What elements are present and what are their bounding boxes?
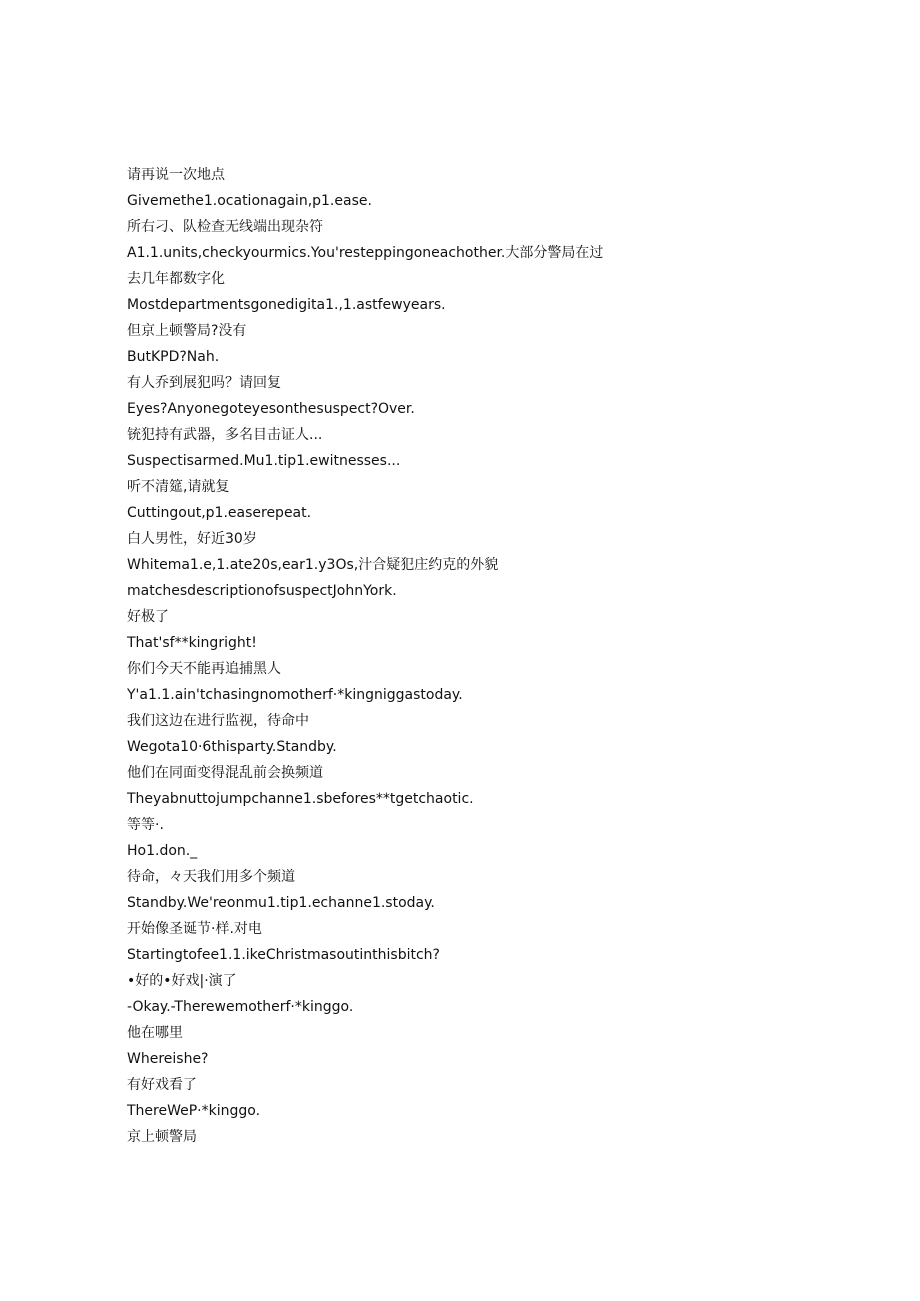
text-line: -Okay.-Therewemotherf·*kinggo.	[127, 999, 354, 1015]
text-line: 所右刁、队检查无线端出现杂符	[127, 219, 323, 235]
text-line: 请再说一次地点	[127, 167, 225, 183]
text-line: Givemethe1.ocationagain,p1.ease.	[127, 193, 372, 209]
text-line: Y'a1.1.ain'tchasingnomotherf·*kingniggastoday.	[127, 687, 463, 703]
text-line: Theyabnuttojumpchanne1.sbefores**tgetchaotic.	[127, 791, 474, 807]
text-line: matchesdescriptionofsuspectJohnYork.	[127, 583, 397, 599]
text-line: A1.1.units,checkyourmics.You'resteppingoneachother.大部分警局在过	[127, 245, 604, 261]
subtitle-text-block	[127, 162, 827, 1150]
text-line: ThereWeP·*kinggo.	[127, 1103, 261, 1119]
text-line: ButKPD?Nah.	[127, 349, 220, 365]
text-line: 好极了	[127, 609, 169, 625]
text-line: Suspectisarmed.Mu1.tip1.ewitnesses...	[127, 453, 401, 469]
text-line: 京上顿警局	[127, 1129, 197, 1145]
text-line: 等等·.	[127, 817, 164, 833]
text-line: •好的•好戏|·演了	[127, 973, 237, 989]
text-line: Wegota10·6thisparty.Standby.	[127, 739, 337, 755]
text-line: 他在哪里	[127, 1025, 183, 1041]
text-line: 待命，々天我们用多个频道	[127, 869, 295, 885]
text-line: 去几年都数字化	[127, 271, 225, 287]
text-line: Ho1.don._	[127, 843, 198, 859]
text-line: 开始像圣诞节·样.对电	[127, 921, 262, 937]
text-line: 有好戏看了	[127, 1077, 197, 1093]
text-line: Whitema1.e,1.ate20s,ear1.y3Os,汁合疑犯庄约克的外貌	[127, 557, 499, 573]
text-line: Cuttingout,p1.easerepeat.	[127, 505, 312, 521]
text-line: 你们今天不能再追捕黑人	[127, 661, 281, 677]
text-line: Mostdepartmentsgonedigita1.,1.astfewyears.	[127, 297, 446, 313]
text-line: 但京上顿警局?没有	[127, 323, 247, 339]
text-line: That'sf**kingright!	[127, 635, 257, 651]
text-line: Standby.We'reonmu1.tip1.echanne1.stoday.	[127, 895, 435, 911]
text-line: Eyes?Anyonegoteyesonthesuspect?Over.	[127, 401, 415, 417]
text-line: 白人男性，好近30岁	[127, 531, 257, 547]
text-line: 听不清筵,请就复	[127, 479, 230, 495]
text-line: 他们在同面变得混乱前会换频道	[127, 765, 323, 781]
text-line: 有人乔到展犯吗？请回复	[127, 375, 281, 391]
text-line: Startingtofee1.1.ikeChristmasoutinthisbitch?	[127, 947, 440, 963]
text-line: 铳犯持有武器，多名目击证人...	[127, 427, 323, 443]
text-line: 我们这边在进行监视，待命中	[127, 713, 309, 729]
text-line: Whereishe?	[127, 1051, 209, 1067]
